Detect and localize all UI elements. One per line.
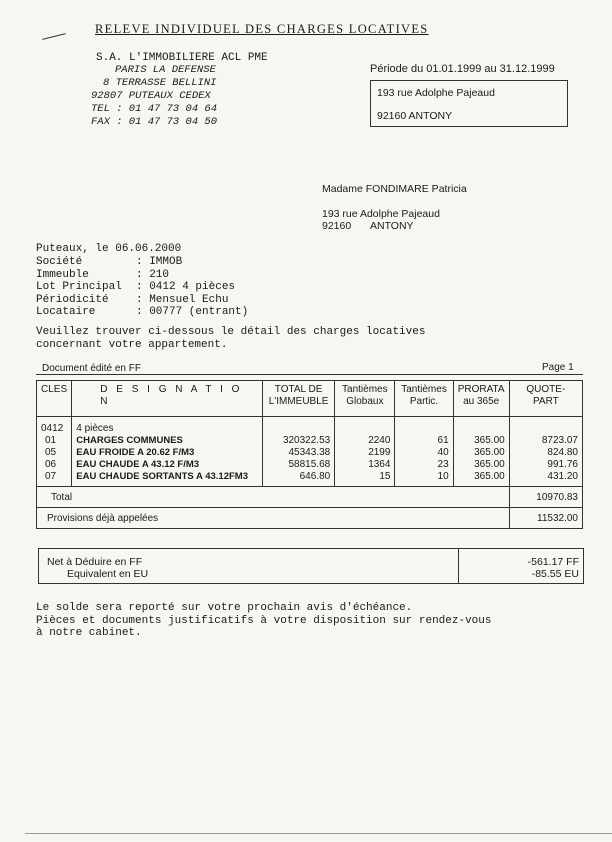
company-line-1: PARIS LA DEFENSE: [115, 64, 216, 76]
row-globaux: 1364: [368, 459, 391, 470]
row-cle: 07: [45, 471, 57, 482]
total-column: [262, 417, 334, 487]
designation-column: [72, 417, 263, 487]
header-tantiemes-globaux: Tantièmes Globaux: [335, 381, 395, 417]
intro-line-2: concernant votre appartement.: [36, 338, 228, 351]
net-value-ff: -561.17 FF: [527, 556, 579, 568]
row-total: 45343.38: [288, 447, 331, 458]
document-title: RELEVE INDIVIDUEL DES CHARGES LOCATIVES: [95, 22, 429, 36]
table-header-row: [37, 381, 583, 417]
row-globaux: 2199: [368, 447, 391, 458]
row-quote: 431.20: [547, 471, 578, 482]
company-address: [91, 64, 218, 129]
provisions-label: Provisions déjà appelées: [37, 508, 510, 529]
quote-column: [509, 417, 582, 487]
row-designation: EAU FROIDE A 20.62 F/M3: [76, 447, 195, 458]
period: Période du 01.01.1999 au 31.12.1999: [370, 63, 555, 75]
row-quote: 991.76: [547, 459, 578, 470]
closing-text: [36, 602, 491, 640]
row-prorata: 365.00: [474, 447, 505, 458]
property-street: 193 rue Adolphe Pajeaud: [377, 87, 495, 99]
place-date: Puteaux, le 06.06.2000: [36, 243, 182, 255]
row-designation: EAU CHAUDE A 43.12 F/M3: [76, 459, 200, 470]
header-tantiemes-partic: Tantièmes Partic.: [395, 381, 453, 417]
row-quote: 8723.07: [541, 435, 578, 446]
info-row: Société : IMMOB: [36, 256, 183, 268]
provisions-value: 11532.00: [509, 508, 582, 529]
globaux-column: [335, 417, 395, 487]
row-prorata: 365.00: [474, 459, 505, 470]
partic-column: [395, 417, 453, 487]
header-cles: CLES: [37, 381, 72, 417]
row-designation: CHARGES COMMUNES: [76, 435, 183, 446]
recipient-zip: 92160: [322, 220, 352, 232]
closing-line-2: Pièces et documents justificatifs à votre disposition sur rendez-vous: [36, 614, 492, 627]
intro-line-1: Veuillez trouver ci-dessous le détail des charges locatives: [36, 326, 426, 338]
recipient-name: Madame FONDIMARE Patricia: [322, 183, 467, 195]
company-line-3: 92807 PUTEAUX CEDEX: [91, 90, 211, 102]
row-partic: 61: [437, 435, 449, 446]
total-value: 10970.83: [509, 487, 582, 508]
total-label: Total: [37, 487, 510, 508]
page-edge: [25, 833, 612, 834]
info-row: Périodicité : Mensuel Echu: [36, 293, 229, 306]
net-box: [38, 548, 584, 584]
total-row: [37, 487, 583, 508]
cles-column: [37, 417, 72, 487]
net-label: Net à Déduire en FF: [47, 556, 143, 568]
pen-mark: [42, 33, 66, 40]
property-address-box: [370, 80, 568, 127]
page-number: Page 1: [542, 362, 574, 373]
row-quote: 824.80: [547, 447, 578, 458]
info-row: Locataire : 00777 (entrant): [36, 306, 249, 318]
row-cle: 06: [45, 459, 57, 470]
lot-cle: 0412: [41, 423, 64, 434]
row-cle: 05: [45, 447, 57, 458]
row-globaux: 2240: [368, 435, 391, 446]
info-row: Immeuble : 210: [36, 268, 170, 281]
company-fax: FAX : 01 47 73 04 50: [91, 116, 218, 128]
row-partic: 23: [437, 459, 449, 470]
table-body-row: [37, 417, 583, 487]
row-globaux: 15: [379, 471, 391, 482]
info-row: Lot Principal : 0412 4 pièces: [36, 281, 236, 293]
row-total: 646.80: [299, 471, 331, 482]
header-rule: [36, 374, 583, 375]
charges-table: [36, 380, 583, 529]
row-cle: 01: [45, 435, 57, 446]
row-partic: 40: [437, 447, 449, 458]
equivalent-label: Equivalent en EU: [67, 568, 149, 580]
recipient-street: 193 rue Adolphe Pajeaud: [322, 208, 440, 220]
document-currency: Document édité en FF: [42, 363, 141, 374]
company-phone: TEL : 01 47 73 04 64: [91, 103, 218, 115]
net-value-eu: -85.55 EU: [531, 568, 579, 580]
row-prorata: 365.00: [474, 435, 505, 446]
intro-text: [36, 326, 425, 351]
closing-line-3: à notre cabinet.: [36, 627, 142, 639]
header-designation: D E S I G N A T I O N: [72, 381, 263, 417]
row-designation: EAU CHAUDE SORTANTS A 43.12FM3: [76, 471, 248, 482]
company-name: S.A. L'IMMOBILIERE ACL PME: [96, 52, 268, 64]
recipient-city: ANTONY: [370, 220, 414, 232]
header-prorata: PRORATA au 365e: [453, 381, 509, 417]
header-quote-part: QUOTE-PART: [509, 381, 582, 417]
row-total: 58815.68: [288, 459, 331, 470]
row-partic: 10: [437, 471, 449, 482]
row-total: 320322.53: [282, 435, 331, 446]
property-city: 92160 ANTONY: [377, 110, 453, 122]
provisions-row: [37, 508, 583, 529]
info-block: [36, 256, 248, 319]
prorata-column: [453, 417, 509, 487]
company-line-2: 8 TERRASSE BELLINI: [103, 77, 217, 89]
lot-designation: 4 pièces: [76, 423, 114, 434]
closing-line-1: Le solde sera reporté sur votre prochain avis d'échéance.: [36, 602, 413, 614]
header-total: TOTAL DE L'IMMEUBLE: [262, 381, 334, 417]
row-prorata: 365.00: [474, 471, 505, 482]
